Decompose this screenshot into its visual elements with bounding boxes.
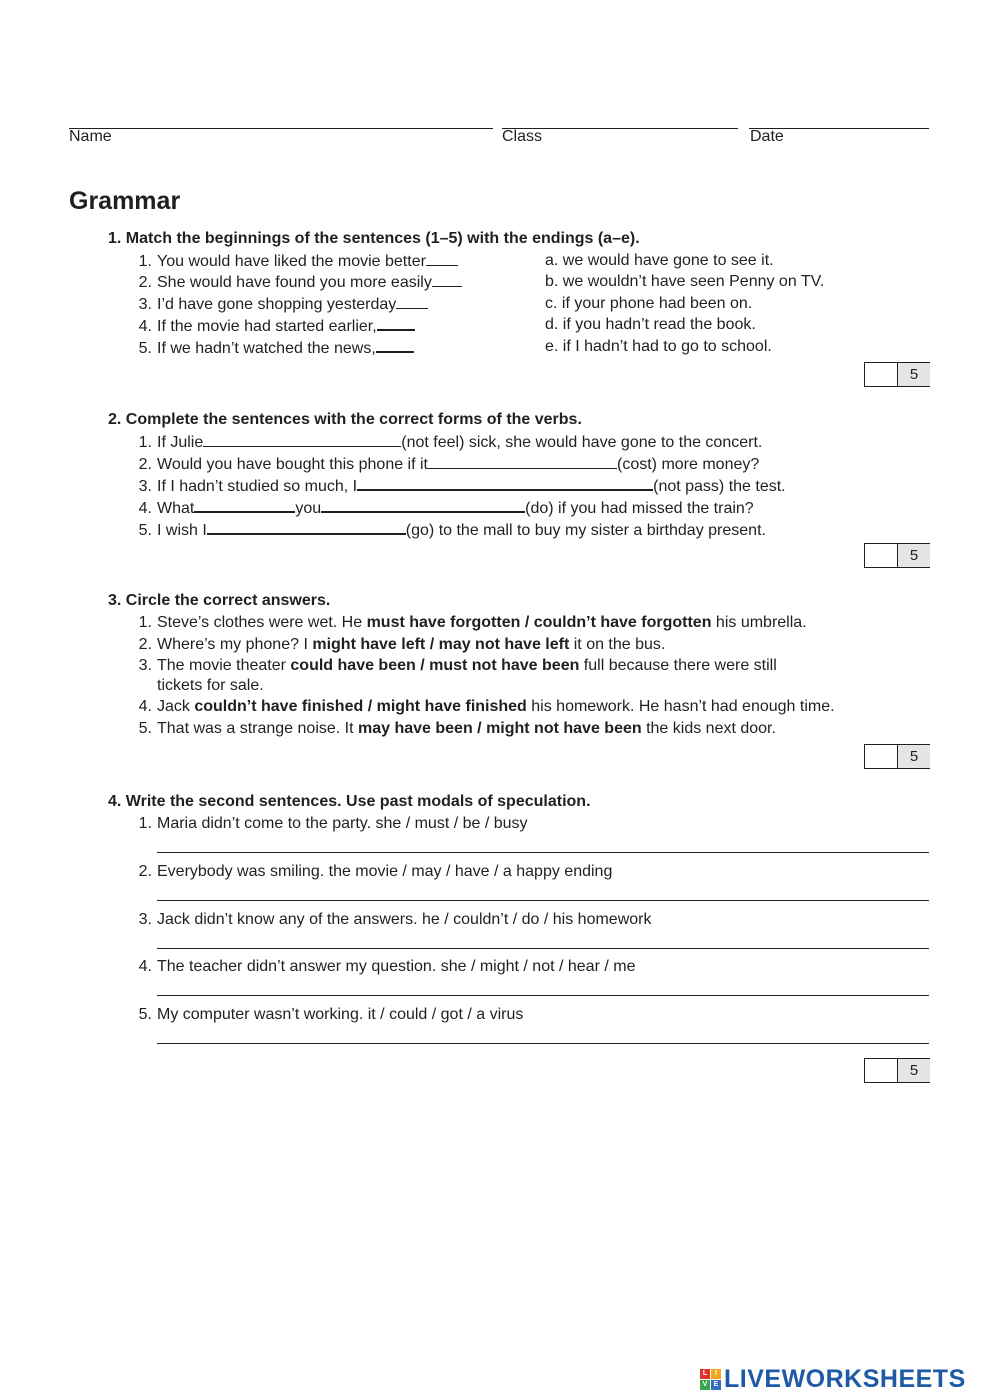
answer-line[interactable]	[157, 900, 929, 901]
s3-item-1: 1. Steve’s clothes were wet. He must have forgotten / couldn’t have forgotten his umbrella.	[138, 614, 807, 631]
s1-left-item-5: 5. If we hadn’t watched the news,	[130, 337, 414, 359]
answer-blank[interactable]	[432, 272, 462, 287]
section-3-heading: 3. Circle the correct answers.	[108, 592, 331, 609]
s2-item-4: 4. What you (do) if you had missed the train?	[130, 497, 754, 519]
answer-choices[interactable]: must have forgotten / couldn’t have forgotten	[366, 614, 712, 631]
answer-blank[interactable]	[203, 432, 401, 447]
s2-item-1: 1. If Julie (not feel) sick, she would have gone to the concert.	[138, 434, 763, 451]
logo-mark-icon	[700, 1369, 721, 1390]
name-line	[69, 128, 493, 129]
section-2-heading: 2. Complete the sentences with the correct forms of the verbs.	[108, 411, 582, 428]
s1-right-item-b: b. we wouldn’t have seen Penny on TV.	[545, 273, 825, 290]
s3-item-2: 2. Where’s my phone? I might have left / may not have left it on the bus.	[138, 636, 666, 653]
logo-mark-letter: I	[711, 1369, 721, 1379]
answer-blank[interactable]	[426, 251, 458, 266]
logo-mark-letter: V	[700, 1380, 710, 1390]
score-box-1	[864, 362, 930, 387]
s1-left-item-4: 4. If the movie had started earlier,	[130, 315, 415, 337]
s3-item-3-continued: tickets for sale.	[157, 677, 264, 694]
answer-line[interactable]	[157, 1043, 929, 1044]
answer-blank[interactable]	[428, 454, 617, 469]
score-box-2	[864, 543, 930, 568]
s1-right-item-a: a. we would have gone to see it.	[545, 252, 774, 269]
s1-left-item-1: 1. You would have liked the movie better	[130, 251, 458, 272]
date-label: Date	[750, 128, 784, 145]
s3-item-4: 4. Jack couldn’t have finished / might have finished his homework. He hasn’t had enough time.	[138, 698, 835, 715]
s2-item-2: 2. Would you have bought this phone if it (cost) more money?	[138, 456, 760, 473]
score-total: 5	[897, 544, 930, 567]
s1-right-item-d: d. if you hadn’t read the book.	[545, 316, 756, 333]
answer-blank[interactable]	[207, 519, 406, 535]
liveworksheets-logo	[700, 1366, 966, 1392]
s2-item-3: 3. If I hadn’t studied so much, I (not pass) the test.	[130, 475, 786, 497]
s4-item-4: 4. The teacher didn’t answer my question. she / might / not / hear / me	[138, 958, 636, 975]
answer-choices[interactable]: may have been / might not have been	[358, 720, 642, 737]
answer-blank[interactable]	[194, 497, 295, 513]
page-title: Grammar	[69, 187, 181, 215]
score-box-3	[864, 744, 930, 769]
answer-blank[interactable]	[376, 337, 414, 353]
answer-line[interactable]	[157, 948, 929, 949]
logo-text: LIVEWORKSHEETS	[724, 1364, 966, 1393]
answer-blank[interactable]	[357, 475, 653, 491]
section-1-heading: 1. Match the beginnings of the sentences (1–5) with the endings (a–e).	[108, 230, 640, 247]
s1-left-item-2: 2. She would have found you more easily	[130, 272, 462, 293]
answer-choices[interactable]: might have left / may not have left	[312, 636, 570, 653]
s1-right-item-c: c. if your phone had been on.	[545, 295, 753, 312]
s2-item-5: 5. I wish I (go) to the mall to buy my sister a birthday present.	[130, 519, 766, 541]
s4-item-2: 2. Everybody was smiling. the movie / may / have / a happy ending	[138, 863, 613, 880]
answer-choices[interactable]: couldn’t have finished / might have finished	[194, 698, 527, 715]
score-total: 5	[897, 745, 930, 768]
s1-right-item-e: e. if I hadn’t had to go to school.	[545, 338, 772, 355]
answer-blank[interactable]	[396, 294, 428, 309]
answer-choices[interactable]: could have been / must not have been	[290, 657, 580, 674]
s3-item-3: 3. The movie theater could have been / must not have been full because there were still	[138, 657, 777, 674]
s4-item-1: 1. Maria didn’t come to the party. she / must / be / busy	[138, 815, 528, 832]
answer-line[interactable]	[157, 995, 929, 996]
score-total: 5	[897, 363, 930, 386]
name-label: Name	[69, 128, 112, 145]
logo-mark-letter: L	[700, 1369, 710, 1379]
answer-blank[interactable]	[377, 315, 415, 331]
s3-item-5: 5. That was a strange noise. It may have been / might not have been the kids next door.	[138, 720, 776, 737]
s4-item-5: 5. My computer wasn’t working. it / could / got / a virus	[138, 1006, 524, 1023]
logo-mark-letter: E	[711, 1380, 721, 1390]
class-label: Class	[502, 128, 543, 145]
s4-item-3: 3. Jack didn’t know any of the answers. he / couldn’t / do / his homework	[138, 911, 652, 928]
score-total: 5	[897, 1059, 930, 1082]
section-4-heading: 4. Write the second sentences. Use past modals of speculation.	[108, 793, 591, 810]
answer-blank[interactable]	[321, 497, 525, 513]
score-box-4	[864, 1058, 930, 1083]
s1-left-item-3: 3. I’d have gone shopping yesterday	[130, 294, 428, 315]
answer-line[interactable]	[157, 852, 929, 853]
